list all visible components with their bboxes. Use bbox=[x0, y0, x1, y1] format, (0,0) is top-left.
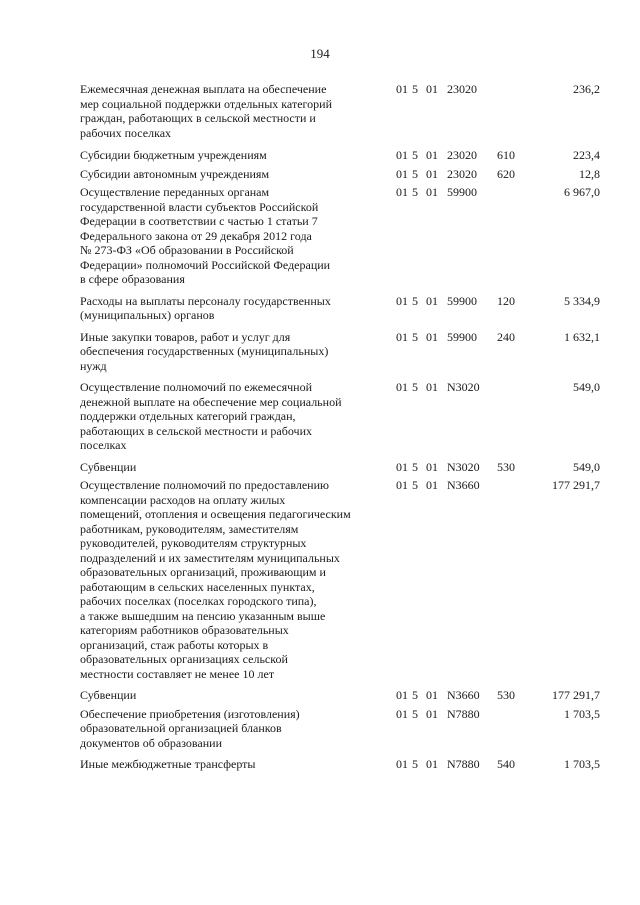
classification-code-c4: N3020 bbox=[447, 459, 480, 474]
row-description: Субвенции bbox=[80, 688, 137, 702]
classification-code-c4: N3660 bbox=[447, 478, 480, 492]
classification-code-c2: 5 bbox=[412, 293, 418, 308]
row-amount: 177 291,7 bbox=[552, 478, 600, 492]
row-amount: 236,2 bbox=[573, 82, 600, 96]
classification-code-c3: 01 bbox=[426, 688, 438, 702]
row-description: Обеспечение приобретения (изготовления) образовательной организацией бланков документов об образовании bbox=[80, 706, 300, 750]
classification-code-c3: 01 bbox=[426, 293, 438, 308]
row-amount: 549,0 bbox=[573, 459, 600, 474]
classification-code-c1: 01 bbox=[396, 459, 408, 474]
classification-code-c5: 610 bbox=[497, 148, 515, 162]
classification-code-c2: 5 bbox=[412, 459, 418, 474]
classification-code-c2: 5 bbox=[412, 329, 418, 344]
row-amount: 5 334,9 bbox=[564, 293, 600, 308]
classification-code-c1: 01 bbox=[396, 148, 408, 162]
table-row bbox=[80, 707, 600, 751]
table-row bbox=[80, 82, 600, 140]
table-row bbox=[80, 478, 600, 681]
classification-code-c5: 530 bbox=[497, 688, 515, 702]
classification-code-c4: N3020 bbox=[447, 380, 480, 394]
classification-code-c2: 5 bbox=[412, 757, 418, 771]
row-amount: 12,8 bbox=[579, 166, 600, 181]
row-amount: 1 632,1 bbox=[564, 329, 600, 344]
classification-code-c2: 5 bbox=[412, 688, 418, 702]
classification-code-c5: 530 bbox=[497, 459, 515, 474]
row-amount: 1 703,5 bbox=[564, 757, 600, 771]
classification-code-c3: 01 bbox=[426, 166, 438, 181]
row-description: Осуществление полномочий по ежемесячной денежной выплате на обеспечение мер социальной поддержки отдельных категорий граждан, работающих в сельской местности и рабочих поселках bbox=[80, 380, 342, 452]
classification-code-c5: 120 bbox=[497, 293, 515, 308]
classification-code-c4: 59900 bbox=[447, 329, 477, 344]
classification-code-c3: 01 bbox=[426, 706, 438, 721]
row-description: Субсидии автономным учреждениям bbox=[80, 166, 270, 181]
table-row bbox=[80, 688, 600, 703]
classification-code-c2: 5 bbox=[412, 380, 418, 394]
classification-code-c1: 01 bbox=[396, 380, 408, 394]
classification-code-c4: 23020 bbox=[447, 148, 477, 162]
classification-code-c4: N7880 bbox=[447, 706, 480, 721]
table-row bbox=[80, 330, 600, 374]
classification-code-c4: 59900 bbox=[447, 185, 477, 199]
table-row bbox=[80, 167, 600, 182]
classification-code-c2: 5 bbox=[412, 706, 418, 721]
row-description: Осуществление полномочий по предоставлению компенсации расходов на оплату жилых помещений, отопления и освещения педагогическим работникам, руководителям, заместителям руководителей, руководителям структурных подразделений и их заместителям муниципальных образовательных организаций, проживающим и работающим в сельских населенных пунктах, рабочих поселках (поселках городского типа), а также вышедшим на пенсию указанным выше категориям работников образовательных организаций, стаж работы которых в образовательных организациях сельской местности составляет не менее 10 лет bbox=[80, 478, 351, 681]
budget-table bbox=[80, 82, 600, 772]
classification-code-c4: 59900 bbox=[447, 293, 477, 308]
classification-code-c2: 5 bbox=[412, 166, 418, 181]
classification-code-c3: 01 bbox=[426, 82, 438, 96]
classification-code-c2: 5 bbox=[412, 478, 418, 492]
classification-code-c1: 01 bbox=[396, 757, 408, 771]
row-amount: 223,4 bbox=[573, 148, 600, 162]
classification-code-c3: 01 bbox=[426, 148, 438, 162]
row-description: Осуществление переданных органам государственной власти субъектов Российской Федерации в соответствии с частью 1 статьи 7 Федерального закона от 29 декабря 2012 года № 273-ФЗ «Об образовании в Российской Федерации» полномочий Российской Федерации в сфере образования bbox=[80, 185, 331, 286]
classification-code-c1: 01 bbox=[396, 478, 408, 492]
row-description: Расходы на выплаты персоналу государственных (муниципальных) органов bbox=[80, 293, 331, 322]
classification-code-c1: 01 bbox=[396, 293, 408, 308]
classification-code-c2: 5 bbox=[412, 82, 418, 96]
table-row bbox=[80, 294, 600, 323]
classification-code-c3: 01 bbox=[426, 757, 438, 771]
classification-code-c4: 23020 bbox=[447, 82, 477, 96]
classification-code-c3: 01 bbox=[426, 329, 438, 344]
row-description: Иные межбюджетные трансферты bbox=[80, 757, 256, 771]
classification-code-c4: N3660 bbox=[447, 688, 480, 702]
classification-code-c1: 01 bbox=[396, 688, 408, 702]
page-number: 194 bbox=[310, 46, 330, 61]
row-amount: 177 291,7 bbox=[552, 688, 600, 702]
classification-code-c4: N7880 bbox=[447, 757, 480, 771]
row-amount: 1 703,5 bbox=[564, 706, 600, 721]
classification-code-c1: 01 bbox=[396, 706, 408, 721]
classification-code-c4: 23020 bbox=[447, 166, 477, 181]
classification-code-c3: 01 bbox=[426, 380, 438, 394]
row-description: Субсидии бюджетным учреждениям bbox=[80, 148, 267, 162]
classification-code-c1: 01 bbox=[396, 82, 408, 96]
row-description: Субвенции bbox=[80, 459, 137, 474]
row-amount: 549,0 bbox=[573, 380, 600, 394]
classification-code-c1: 01 bbox=[396, 185, 408, 199]
row-amount: 6 967,0 bbox=[564, 185, 600, 199]
classification-code-c1: 01 bbox=[396, 166, 408, 181]
classification-code-c5: 540 bbox=[497, 757, 515, 771]
row-description: Ежемесячная денежная выплата на обеспечение мер социальной поддержки отдельных категорий граждан, работающих в сельской местности и рабочих поселках bbox=[80, 82, 332, 140]
classification-code-c1: 01 bbox=[396, 329, 408, 344]
classification-code-c3: 01 bbox=[426, 459, 438, 474]
classification-code-c5: 620 bbox=[497, 166, 515, 181]
classification-code-c3: 01 bbox=[426, 185, 438, 199]
table-row bbox=[80, 757, 600, 772]
table-row bbox=[80, 148, 600, 163]
table-row bbox=[80, 460, 600, 475]
classification-code-c5: 240 bbox=[497, 329, 515, 344]
classification-code-c2: 5 bbox=[412, 185, 418, 199]
table-row bbox=[80, 185, 600, 287]
table-row bbox=[80, 380, 600, 453]
row-description: Иные закупки товаров, работ и услуг для обеспечения государственных (муниципальных) нужд bbox=[80, 329, 329, 373]
classification-code-c3: 01 bbox=[426, 478, 438, 492]
classification-code-c2: 5 bbox=[412, 148, 418, 162]
